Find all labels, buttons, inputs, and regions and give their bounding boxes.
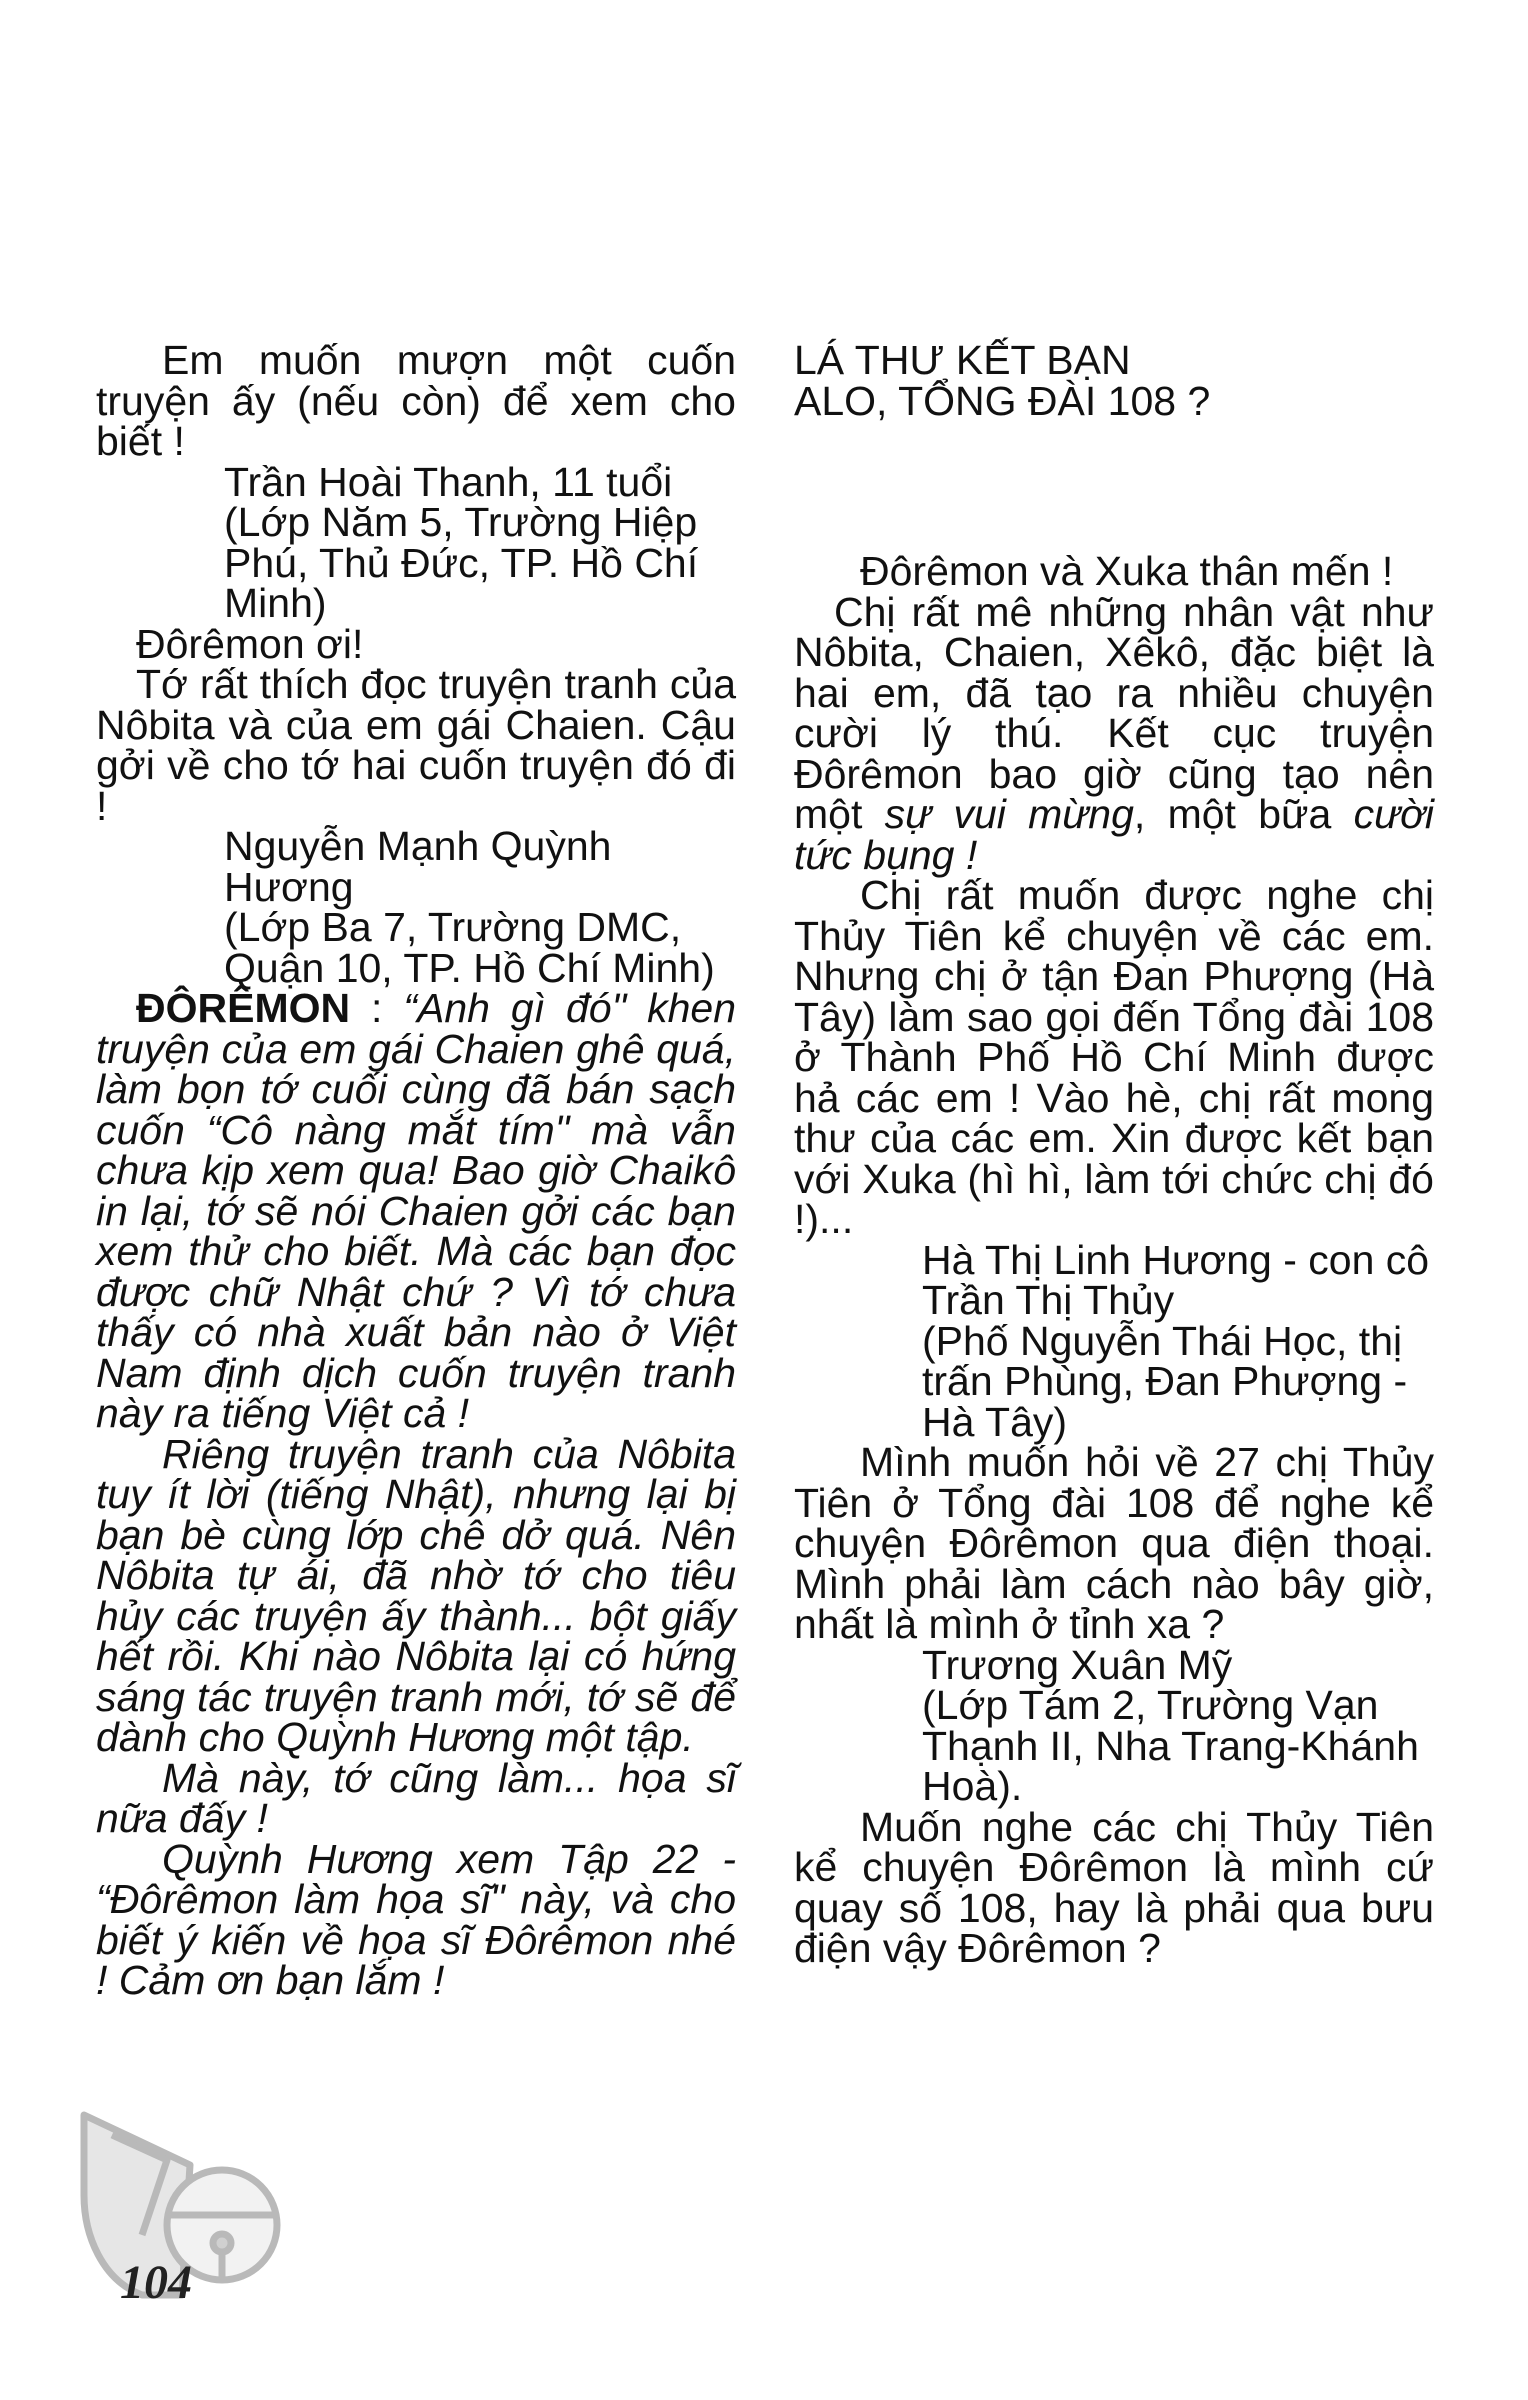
section-heading: LÁ THƯ KẾT BẠN [794,337,1131,383]
letter-paragraph: Muốn nghe các chị Thủy Tiên kể chuyện Đôrêmon là mình cứ quay số 108, hay là phải qua bưu điện vậy Đôrêmon ? [794,1803,1434,1971]
letter-paragraph: Em muốn mượn một cuốn truyện ấy (nếu còn) để xem cho biết ! [96,337,736,464]
left-column [96,337,736,2003]
reply-paragraph: Quỳnh Hương xem Tập 22 - “Đôrêmon làm họa sĩ" này, và cho biết ý kiến về họa sĩ Đôrêmon nhé ! Cảm ơn bạn lắm ! [96,1835,736,2003]
letter-greeting: Đôrêmon ơi! [136,620,364,667]
spacer [794,421,1434,551]
signature-name: Trương Xuân Mỹ [922,1641,1233,1688]
reply-label: ĐÔRÊMON [136,985,351,1031]
right-column [794,337,1434,1971]
signature-name: Trần Hoài Thanh, 11 tuổi [224,458,673,505]
signature-address: (Lớp Tám 2, Trường Vạn Thạnh II, Nha Trang-Khánh Hoà). [922,1682,1419,1809]
letter-paragraph: Mình muốn hỏi về 27 chị Thủy Tiên ở Tổng đài 108 để nghe kể chuyện Đôrêmon qua điện thoại. Mình phải làm cách nào bây giờ, nhất là mình ở tỉnh xa ? [794,1439,1434,1647]
letter-text: , một bữa [1133,791,1354,837]
letter-paragraph: Chị rất muốn được nghe chị Thủy Tiên kể chuyện về các em. Nhưng chị ở tận Đan Phượng (Hà Tây) làm sao gọi đến Tổng đài 108 ở Thành Phố Hồ Chí Minh được hả các em ! Vào hè, chị rất mong thư của các em. Xin được kết bạn với Xuka (hì hì, làm tới chức chị đó !)... [794,872,1434,1242]
signature-name: Hà Thị Linh Hương - con cô Trần Thị Thủy [922,1236,1430,1323]
letter-text: Chị rất mê những nhân vật như Nôbita, Chaien, Xêkô, đặc biệt là hai em, đã tạo ra nhiều chuyện cười lý thú. Kết cục truyện Đôrêmon bao giờ cũng tạo nên một [794,588,1434,837]
signature-name: Nguyễn Mạnh Quỳnh Hương [224,823,612,910]
reply-text: “Anh gì đó" khen truyện của em gái Chaien ghê quá, làm bọn tớ cuối cùng đã bán sạch cuốn “Cô nàng mắt tím" mà vẫn chưa kịp xem qua! Bao giờ Chaikô in lại, tớ sẽ nói Chaien gởi các bạn xem thử cho biết. Mà các bạn đọc được chữ Nhật chứ ? Vì tớ chưa thấy có nhà xuất bản nào ở Việt Nam định dịch cuốn truyện tranh này ra tiếng Việt cả ! [96,985,736,1436]
reply-paragraph: Mà này, tớ cũng làm... họa sĩ nữa đấy ! [96,1754,736,1841]
letter-emphasis: cười tức bụng ! [794,791,1434,878]
letter-paragraph: Tớ rất thích đọc truyện tranh của Nôbita và của em gái Chaien. Cậu gởi về cho tớ hai cuốn truyện đó đi ! [96,661,736,829]
page-number: 104 [120,2256,192,2309]
letter-emphasis: sự vui mừng [884,791,1134,837]
reply-paragraph [96,985,736,1436]
section-heading: ALO, TỔNG ĐÀI 108 ? [794,377,1211,424]
signature-address: (Lớp Ba 7, Trường DMC, Quận 10, TP. Hồ Chí Minh) [224,904,715,991]
signature-address: (Phố Nguyễn Thái Học, thị trấn Phùng, Đan Phượng - Hà Tây) [922,1317,1408,1445]
letter-paragraph [794,588,1434,878]
reply-paragraph: Riêng truyện tranh của Nôbita tuy ít lời (tiếng Nhật), nhưng lại bị bạn bè cùng lớp chê dở quá. Nên Nôbita tự ái, đã nhờ tớ cho tiêu hủy các truyện ấy thành... bột giấy hết rồi. Khi nào Nôbita lại có hứng sáng tác truyện tranh mới, tớ sẽ để dành cho Quỳnh Hương một tập. [96,1430,736,1760]
letter-greeting: Đôrêmon và Xuka thân mến ! [860,548,1394,594]
signature-address: (Lớp Năm 5, Trường Hiệp Phú, Thủ Đức, TP. Hồ Chí Minh) [224,499,699,626]
reply-separator: : [350,985,404,1031]
